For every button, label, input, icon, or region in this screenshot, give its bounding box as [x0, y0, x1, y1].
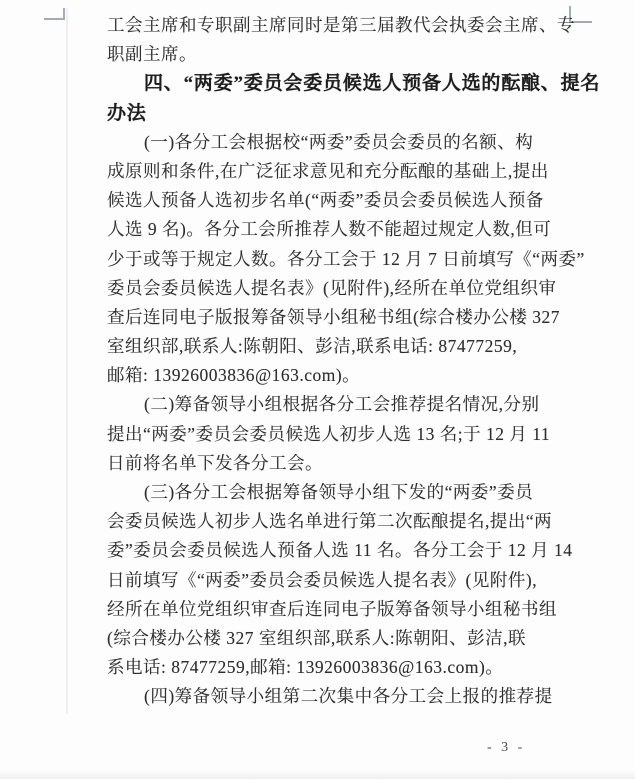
text-line: 少于或等于规定人数。各分工会于 12 月 7 日前填写《“两委”	[107, 248, 585, 269]
text-line: 工会主席和专职副主席同时是第三届教代会执委会主席、专	[107, 15, 575, 35]
text-line: 会委员候选人初步人选名单进行第二次酝酿提名,提出“两	[107, 511, 553, 532]
text-line: 经所在单位党组织审查后连同电子版筹备领导小组秘书组	[107, 598, 557, 619]
paragraph-item-3	[107, 478, 612, 682]
text-line: 委员会委员候选人提名表》(见附件),经所在单位党组织审	[107, 277, 557, 298]
text-line: (二)筹备领导小组根据各分工会推荐提名情况,分别	[144, 394, 540, 415]
paragraph-heading-section-4	[107, 69, 612, 127]
paragraph-continuation	[107, 11, 612, 69]
text-line: 职副主席。	[107, 44, 197, 65]
text-line: 候选人预备人选初步名单(“两委”委员会委员候选人预备	[107, 190, 544, 211]
text-line: 委”委员会委员候选人预备人选 11 名。各分工会于 12 月 14	[107, 540, 573, 561]
paragraph-item-4	[107, 682, 612, 711]
text-line: 四、“两委”委员会委员候选人预备人选的酝酿、提名	[144, 73, 601, 95]
text-line: (四)筹备领导小组第二次集中各分工会上报的推荐提	[144, 686, 553, 707]
paragraph-item-1	[107, 128, 612, 391]
text-line: (一)各分工会根据校“两委”委员会委员的名额、构	[144, 131, 534, 152]
text-line: 邮箱: 13926003836@163.com)。	[107, 365, 361, 386]
text-line: 室组织部,联系人:陈朝阳、彭洁,联系电话: 87477259,	[107, 336, 518, 357]
document-body	[107, 11, 612, 712]
paragraph-item-2	[107, 390, 612, 478]
text-line: 办法	[107, 102, 147, 124]
text-line: (三)各分工会根据筹备领导小组下发的“两委”委员	[144, 482, 534, 502]
crop-mark-top-left	[44, 8, 65, 20]
text-line: 查后连同电子版报筹备领导小组秘书组(综合楼办公楼 327	[107, 306, 560, 327]
text-line: 人选 9 名)。各分工会所推荐人数不能超过规定人数,但可	[107, 219, 552, 240]
text-line: 提出“两委”委员会委员候选人初步人选 13 名;于 12 月 11	[107, 423, 551, 444]
text-line: (综合楼办公楼 327 室组织部,联系人:陈朝阳、彭洁,联	[107, 627, 526, 648]
text-line: 成原则和条件,在广泛征求意见和充分酝酿的基础上,提出	[107, 160, 549, 181]
text-line: 系电话: 87477259,邮箱: 13926003836@163.com)。	[107, 657, 504, 678]
text-line: 日前填写《“两委”委员会委员候选人提名表》(见附件),	[107, 569, 538, 590]
text-line: 日前将名单下发各分工会。	[107, 452, 323, 473]
scan-edge-artifact	[66, 8, 68, 714]
page-number: - 3 -	[487, 740, 526, 755]
scan-bottom-shade	[0, 770, 635, 779]
